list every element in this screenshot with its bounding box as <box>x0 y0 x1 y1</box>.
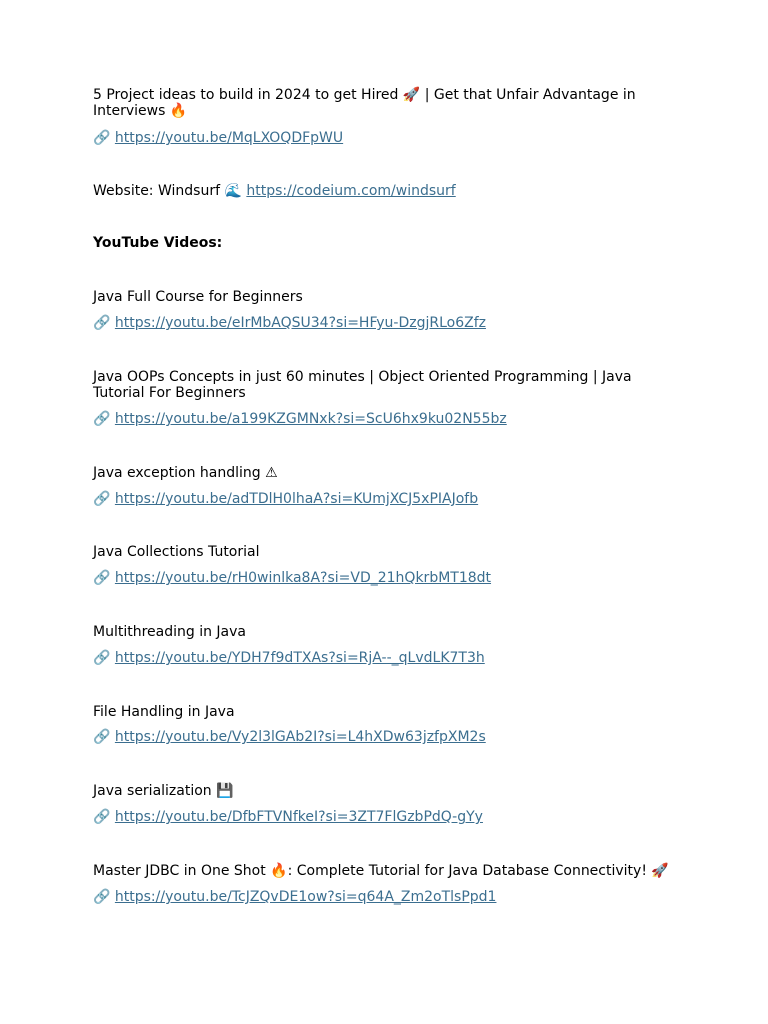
video-link-line <box>93 411 673 427</box>
website-label: Website: Windsurf 🌊 <box>93 183 242 199</box>
video-title: Java Full Course for Beginners <box>93 289 303 305</box>
video-link[interactable]: https://youtu.be/TcJZQvDE1ow?si=q64A_Zm2oTlsPpd1 <box>114 889 497 905</box>
video-link-line <box>93 809 673 825</box>
section-heading: YouTube Videos: <box>93 235 223 251</box>
video-link-line <box>93 491 673 507</box>
video-title: Java serialization 💾 <box>93 783 234 799</box>
link-icon: 🔗 <box>93 809 111 825</box>
video-link[interactable]: https://youtu.be/DfbFTVNfkeI?si=3ZT7FlGzbPdQ-gYy <box>114 809 483 825</box>
video-link-line <box>93 570 673 586</box>
intro-video-link[interactable]: https://youtu.be/MqLXOQDFpWU <box>114 130 344 146</box>
link-icon: 🔗 <box>93 570 111 586</box>
link-icon: 🔗 <box>93 889 111 905</box>
website-link[interactable]: https://codeium.com/windsurf <box>246 183 456 199</box>
link-icon: 🔗 <box>93 130 111 146</box>
video-link[interactable]: https://youtu.be/eIrMbAQSU34?si=HFyu-DzgjRLo6Zfz <box>114 315 486 331</box>
intro-link-line <box>93 130 673 146</box>
video-link-line <box>93 889 673 905</box>
video-link-line <box>93 729 673 745</box>
link-icon: 🔗 <box>93 491 111 507</box>
video-title: Multithreading in Java <box>93 624 246 640</box>
video-title: File Handling in Java <box>93 704 235 720</box>
website-line <box>93 183 673 199</box>
link-icon: 🔗 <box>93 650 111 666</box>
video-link[interactable]: https://youtu.be/rH0winlka8A?si=VD_21hQkrbMT18dt <box>114 570 492 586</box>
link-icon: 🔗 <box>93 411 111 427</box>
video-link-line <box>93 315 673 331</box>
link-icon: 🔗 <box>93 729 111 745</box>
video-title: Java Collections Tutorial <box>93 544 260 560</box>
intro-title: 5 Project ideas to build in 2024 to get Hired 🚀 | Get that Unfair Advantage in Interviews 🔥 <box>93 87 636 119</box>
link-icon: 🔗 <box>93 315 111 331</box>
video-title: Java OOPs Concepts in just 60 minutes | Object Oriented Programming | Java Tutorial For Beginners <box>93 369 632 401</box>
video-link-line <box>93 650 673 666</box>
video-link[interactable]: https://youtu.be/a199KZGMNxk?si=ScU6hx9ku02N55bz <box>114 411 507 427</box>
video-title: Master JDBC in One Shot 🔥: Complete Tutorial for Java Database Connectivity! 🚀 <box>93 863 669 879</box>
video-link[interactable]: https://youtu.be/Vy2l3lGAb2I?si=L4hXDw63jzfpXM2s <box>114 729 486 745</box>
video-title: Java exception handling ⚠ <box>93 465 278 481</box>
video-link[interactable]: https://youtu.be/YDH7f9dTXAs?si=RjA--_qLvdLK7T3h <box>114 650 485 666</box>
video-link[interactable]: https://youtu.be/adTDlH0lhaA?si=KUmjXCJ5xPIAJofb <box>114 491 479 507</box>
